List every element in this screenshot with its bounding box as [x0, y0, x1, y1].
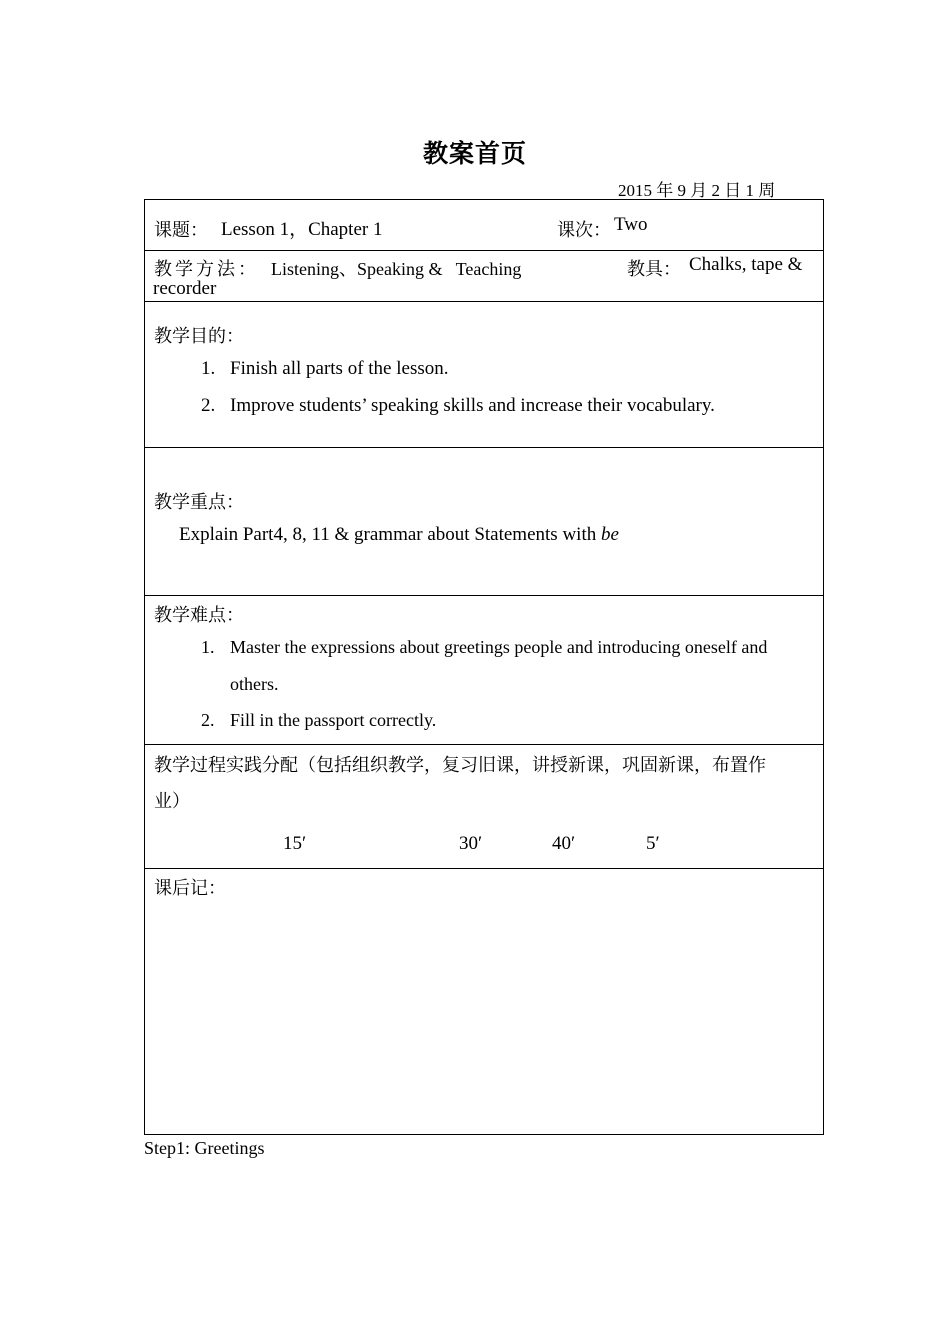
item-text: Finish all parts of the lesson.	[230, 358, 449, 379]
objectives-row	[145, 301, 823, 447]
session-label: 课次：	[557, 220, 611, 240]
topic-label: 课题：	[154, 220, 208, 240]
objectives-label: 教学目的：	[154, 326, 244, 346]
tools-label: 教具：	[627, 259, 681, 279]
difficulties-label: 教学难点：	[154, 605, 244, 625]
list-item-continuation: others.	[230, 674, 279, 694]
notes-row	[145, 868, 823, 1134]
topic-value: Lesson 1，Chapter 1	[221, 219, 383, 240]
key-points-text: Explain Part4, 8, 11 & grammar about Statements with be	[179, 524, 619, 545]
item-number: 2.	[201, 710, 215, 730]
item-number: 1.	[201, 637, 215, 657]
timing-value: 15′	[283, 833, 307, 854]
process-label-continuation: 业）	[154, 791, 190, 811]
date-week: 2015 年 9 月 2 日 1 周	[618, 181, 776, 200]
list-item	[201, 358, 448, 380]
item-number: 1.	[201, 358, 216, 379]
session-value: Two	[614, 214, 648, 235]
item-text: Fill in the passport correctly.	[230, 710, 437, 730]
tools-continuation: recorder	[153, 278, 217, 299]
page-title: 教案首页	[422, 141, 527, 168]
item-text: Master the expressions about greetings people and introducing oneself and	[230, 637, 768, 657]
key-points-label: 教学重点：	[154, 492, 244, 512]
list-item	[201, 710, 436, 731]
method-row	[145, 250, 823, 301]
step-heading: Step1: Greetings	[144, 1138, 265, 1158]
topic-row	[145, 200, 823, 250]
process-label: 教学过程实践分配（包括组织教学，复习旧课，讲授新课，巩固新课，布置作	[154, 755, 766, 775]
method-label: 教学方法：	[154, 259, 259, 279]
item-number: 2.	[201, 395, 216, 416]
key-points-row	[145, 447, 823, 595]
lesson-plan-table	[144, 199, 824, 1135]
list-item	[201, 637, 767, 658]
tools-value: Chalks, tape &	[689, 254, 803, 275]
timing-value: 40′	[552, 833, 576, 854]
difficulties-row	[145, 595, 823, 744]
emphasis-be: be	[600, 524, 619, 545]
method-value: Listening、Speaking & Teaching	[271, 259, 522, 279]
notes-label: 课后记：	[154, 878, 226, 898]
process-row	[145, 744, 823, 868]
list-item	[201, 395, 715, 417]
item-text: Improve students’ speaking skills and increase their vocabulary.	[230, 395, 715, 416]
timing-value: 30′	[459, 833, 483, 854]
timing-value: 5′	[646, 833, 660, 854]
